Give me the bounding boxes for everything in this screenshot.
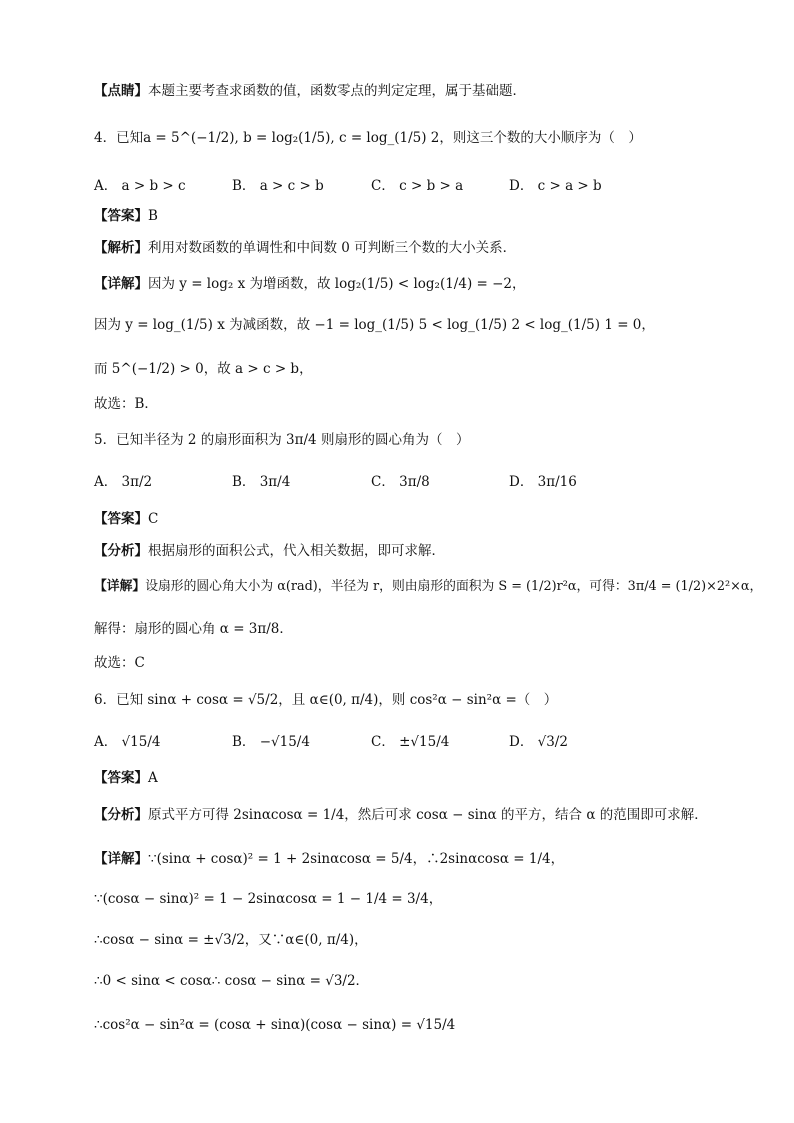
q3-dianjing-text: 本题主要考查求函数的值，函数零点的判定定理，属于基础题． [148,83,526,99]
label-dianjing: 【点睛】 [94,83,148,99]
q6-fenxi-text: 原式平方可得 2sinαcosα = 1/4，然后可求 cosα − sinα 的平方，结合 α 的范围即可求解． [148,807,708,823]
label-jiexi: 【解析】 [94,240,148,256]
q6-option-b: B． −√15/4 [232,734,310,750]
q6-detail-4: ∴0 < sinα < cosα∴ cosα − sinα = √3/2． [94,973,370,989]
q4-option-d: D． c > a > b [509,178,602,194]
q6-detail-1 [94,849,564,869]
q5-detail-2: 解得：扇形的圆心角 α = 3π/8． [94,621,293,637]
q5-option-a: A． 3π/2 [94,474,153,490]
q4-option-b: B． a > c > b [232,178,324,194]
q4-detail-1-text: 因为 y = log₂ x 为增函数，故 log₂(1/5) < log₂(1/4) = −2， [148,276,526,292]
q5-detail-1-text: 设扇形的圆心角大小为 α(rad)，半径为 r，则由扇形的面积为 S = (1/2)r²α，可得：3π/4 = (1/2)×2²×α， [145,579,763,594]
label-answer: 【答案】 [94,511,148,527]
q6-detail-3: ∴cosα − sinα = ±√3/2，又∵α∈(0, π/4)， [94,932,368,948]
label-xiangjie: 【详解】 [94,851,148,867]
label-fenxi: 【分析】 [94,807,148,823]
q6-detail-1-text: ∵(sinα + cosα)² = 1 + 2sinαcosα = 5/4，∴2sinαcosα = 1/4， [148,851,565,867]
q4-choose: 故选：B． [94,396,158,412]
q6-option-c: C． ±√15/4 [371,734,450,750]
q6-answer-value: A [148,770,158,786]
q5-option-b: B． 3π/4 [232,474,291,490]
q6-answer [94,768,158,788]
q5-fenxi-text: 根据扇形的面积公式，代入相关数据，即可求解． [148,543,445,559]
q4-jiexi [94,238,516,258]
q5-detail-1 [94,577,762,597]
q6-detail-5: ∴cos²α − sin²α = (cosα + sinα)(cosα − sinα) = √15/4 [94,1017,456,1033]
q4-answer-value: B [148,208,158,224]
q3-dianjing [94,81,526,101]
q4-detail-2: 因为 y = log_(1/5) x 为减函数，故 −1 = log_(1/5) 5 < log_(1/5) 2 < log_(1/5) 1 = 0， [94,317,655,333]
q5-choose: 故选：C [94,655,145,671]
q5-answer-value: C [148,511,159,527]
label-xiangjie: 【详解】 [94,276,148,292]
q4-option-a: A． a > b > c [94,178,186,194]
q5-fenxi [94,541,445,561]
q5-answer [94,509,158,529]
label-fenxi: 【分析】 [94,543,148,559]
q6-fenxi [94,805,708,825]
q5-option-d: D． 3π/16 [509,474,577,490]
q5-option-c: C． 3π/8 [371,474,430,490]
q6-detail-2: ∵(cosα − sinα)² = 1 − 2sinαcosα = 1 − 1/4 = 3/4， [94,891,443,907]
q4-jiexi-text: 利用对数函数的单调性和中间数 0 可判断三个数的大小关系． [148,240,517,256]
label-answer: 【答案】 [94,770,148,786]
q6-stem: 6．已知 sinα + cosα = √5/2，且 α∈(0, π/4)，则 cos²α − sin²α =（ ） [94,692,558,708]
q4-detail-3: 而 5^(−1/2) > 0，故 a > c > b， [94,361,313,377]
label-xiangjie: 【详解】 [94,579,146,594]
label-answer: 【答案】 [94,208,148,224]
q6-option-a: A． √15/4 [94,734,161,750]
q5-stem: 5．已知半径为 2 的扇形面积为 3π/4 则扇形的圆心角为（ ） [94,432,470,448]
q4-detail-1 [94,274,526,294]
q4-stem: 4．已知a = 5^(−1/2), b = log₂(1/5), c = log_(1/5) 2，则这三个数的大小顺序为（ ） [94,130,642,146]
q4-answer [94,206,158,226]
q4-option-c: C． c > b > a [371,178,464,194]
q6-option-d: D． √3/2 [509,734,568,750]
